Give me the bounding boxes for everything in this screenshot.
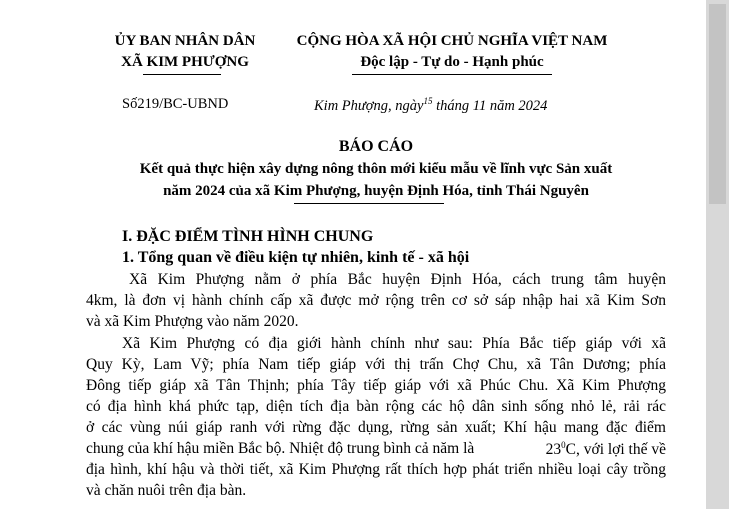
paragraph-line: ở các vùng núi giáp ranh với rừng đặc dụng, rừng sản xuất; Khí hậu mang đặc điểm <box>86 419 666 436</box>
title-underline <box>294 203 444 204</box>
date-day: 15 <box>423 96 433 106</box>
paragraph-line: Xã Kim Phượng có địa giới hành chính như sau: Phía Bắc tiếp giáp với xã <box>122 335 666 352</box>
temperature-degree: 0 <box>561 440 566 450</box>
paragraph-line: Đông tiếp giáp xã Tân Thịnh; phía Tây tiếp giáp với xã Phúc Chu. Xã Kim Phượng <box>86 377 666 394</box>
section-heading: I. ĐẶC ĐIỂM TÌNH HÌNH CHUNG <box>122 228 374 245</box>
org-name-line2: XÃ KIM PHƯỢNG <box>121 54 249 70</box>
temperature-text <box>546 440 666 459</box>
section-subheading: 1. Tổng quan về điều kiện tự nhiên, kinh tế - xã hội <box>122 249 470 266</box>
report-subtitle-line2: năm 2024 của xã Kim Phượng, huyện Định Hóa, tỉnh Thái Nguyên <box>163 183 589 199</box>
paragraph-line: Xã Kim Phượng nằm ở phía Bắc huyện Định Hóa, cách trung tâm huyện <box>129 271 666 288</box>
temperature-unit: C, với lợi thế về <box>565 441 666 459</box>
paragraph-line-temperature <box>86 440 666 459</box>
report-subtitle-line1: Kết quả thực hiện xây dựng nông thôn mới kiểu mẫu về lĩnh vực Sản xuất <box>139 161 613 177</box>
org-underline <box>143 74 221 75</box>
national-title: CỘNG HÒA XÃ HỘI CHỦ NGHĨA VIỆT NAM <box>296 33 608 49</box>
document-number: Số219/BC-UBND <box>122 96 229 112</box>
paragraph-line: địa hình, khí hậu và thời tiết, xã Kim Phượng rất thích hợp phát triển nhiều loại cây trồng <box>86 461 666 478</box>
motto-underline <box>352 74 552 75</box>
temperature-value: 23 <box>545 441 562 459</box>
paragraph-line: và chăn nuôi trên địa bàn. <box>86 482 247 499</box>
date-rest: tháng 11 năm 2024 <box>432 97 548 114</box>
date-place: Kim Phượng, ngày <box>314 97 424 114</box>
paragraph-line: 4km, là đơn vị hành chính cấp xã được mở rộng trên cơ sở sáp nhập hai xã Kim Sơn <box>86 292 666 309</box>
report-title: BÁO CÁO <box>338 138 414 155</box>
national-motto: Độc lập - Tự do - Hạnh phúc <box>360 54 544 70</box>
paragraph-text: chung của khí hậu miền Bắc bộ. Nhiệt độ trung bình cả năm là <box>86 440 475 457</box>
paragraph-line: và xã Kim Phượng vào năm 2020. <box>86 313 299 330</box>
paragraph-line: Quy Kỳ, Lam Vỹ; phía Nam tiếp giáp với thị trấn Chợ Chu, xã Tân Dương; phía <box>86 356 666 373</box>
document-date <box>314 96 547 115</box>
org-name-line1: ỦY BAN NHÂN DÂN <box>114 33 256 49</box>
scrollbar-thumb[interactable] <box>709 4 726 204</box>
paragraph-line: có địa hình khá phức tạp, diện tích địa bàn rộng các hộ dân sinh sống nhỏ lẻ, rải rác <box>86 398 666 415</box>
